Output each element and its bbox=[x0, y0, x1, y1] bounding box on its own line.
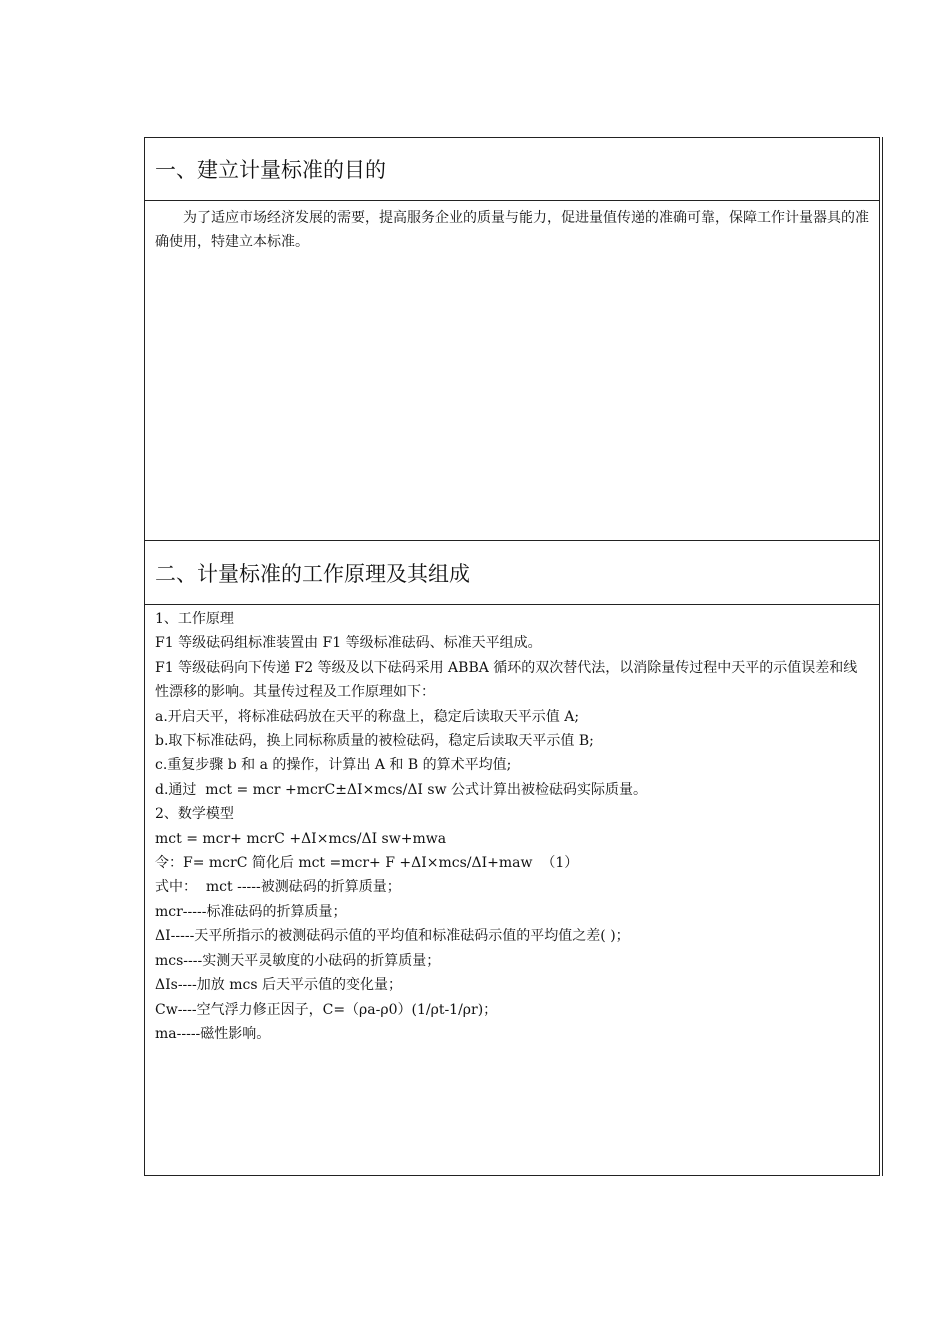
text-line: Cw----空气浮力修正因子，C=（ρa-ρ0）(1/ρt-1/ρr)； bbox=[155, 1001, 498, 1018]
document-table bbox=[144, 137, 880, 1176]
text-line: b.取下标准砝码，换上同标称质量的被检砝码，稳定后读取天平示值 B; bbox=[155, 733, 594, 750]
section-1-paragraph: 为了适应市场经济发展的需要，提高服务企业的质量与能力，促进量值传递的准确可靠，保障工作计量器具的准确使用，特建立本标准。 bbox=[145, 201, 879, 541]
text-line: ΔI-----天平所指示的被测砝码示值的平均值和标准砝码示值的平均值之差( )； bbox=[155, 928, 630, 945]
text-line: c.重复步骤 b 和 a 的操作，计算出 A 和 B 的算术平均值; bbox=[155, 757, 512, 774]
text-line: a.开启天平，将标准砝码放在天平的称盘上，稳定后读取天平示值 A; bbox=[155, 708, 580, 725]
section-1-title: 一、建立计量标准的目的 bbox=[145, 138, 879, 201]
text-line: mcr-----标准砝码的折算质量； bbox=[155, 903, 347, 920]
text-line: ΔIs----加放 mcs 后天平示值的变化量； bbox=[155, 977, 402, 994]
text-line: d.通过 mct = mcr +mcrC±ΔI×mcs/ΔI sw 公式计算出被检砝码实际质量。 bbox=[155, 781, 648, 798]
text-line: F1 等级砝码组标准装置由 F1 等级标准砝码、标准天平组成。 bbox=[155, 635, 542, 652]
text-line: 2、数学模型 bbox=[155, 806, 234, 823]
section-2-body bbox=[145, 605, 879, 1175]
text-line: 1、工作原理 bbox=[155, 611, 234, 627]
section-2-title: 二、计量标准的工作原理及其组成 bbox=[145, 541, 879, 605]
text-line: ma-----磁性影响。 bbox=[155, 1025, 271, 1042]
text-line: 令：F= mcrC 简化后 mct =mcr+ F +ΔI×mcs/ΔI+maw （1） bbox=[155, 855, 579, 872]
text-line: mcs----实测天平灵敏度的小砝码的折算质量； bbox=[155, 952, 441, 969]
text-line: mct = mcr+ mcrC +ΔI×mcs/ΔI sw+mwa bbox=[155, 830, 447, 847]
text-line: F1 等级砝码向下传递 F2 等级及以下砝码采用 ABBA 循环的双次替代法，以消除量传过程中天平的示值误差和线性漂移的影响。其量传过程及工作原理如下： bbox=[155, 659, 858, 701]
text-line: 式中： mct -----被测砝码的折算质量； bbox=[155, 879, 401, 896]
